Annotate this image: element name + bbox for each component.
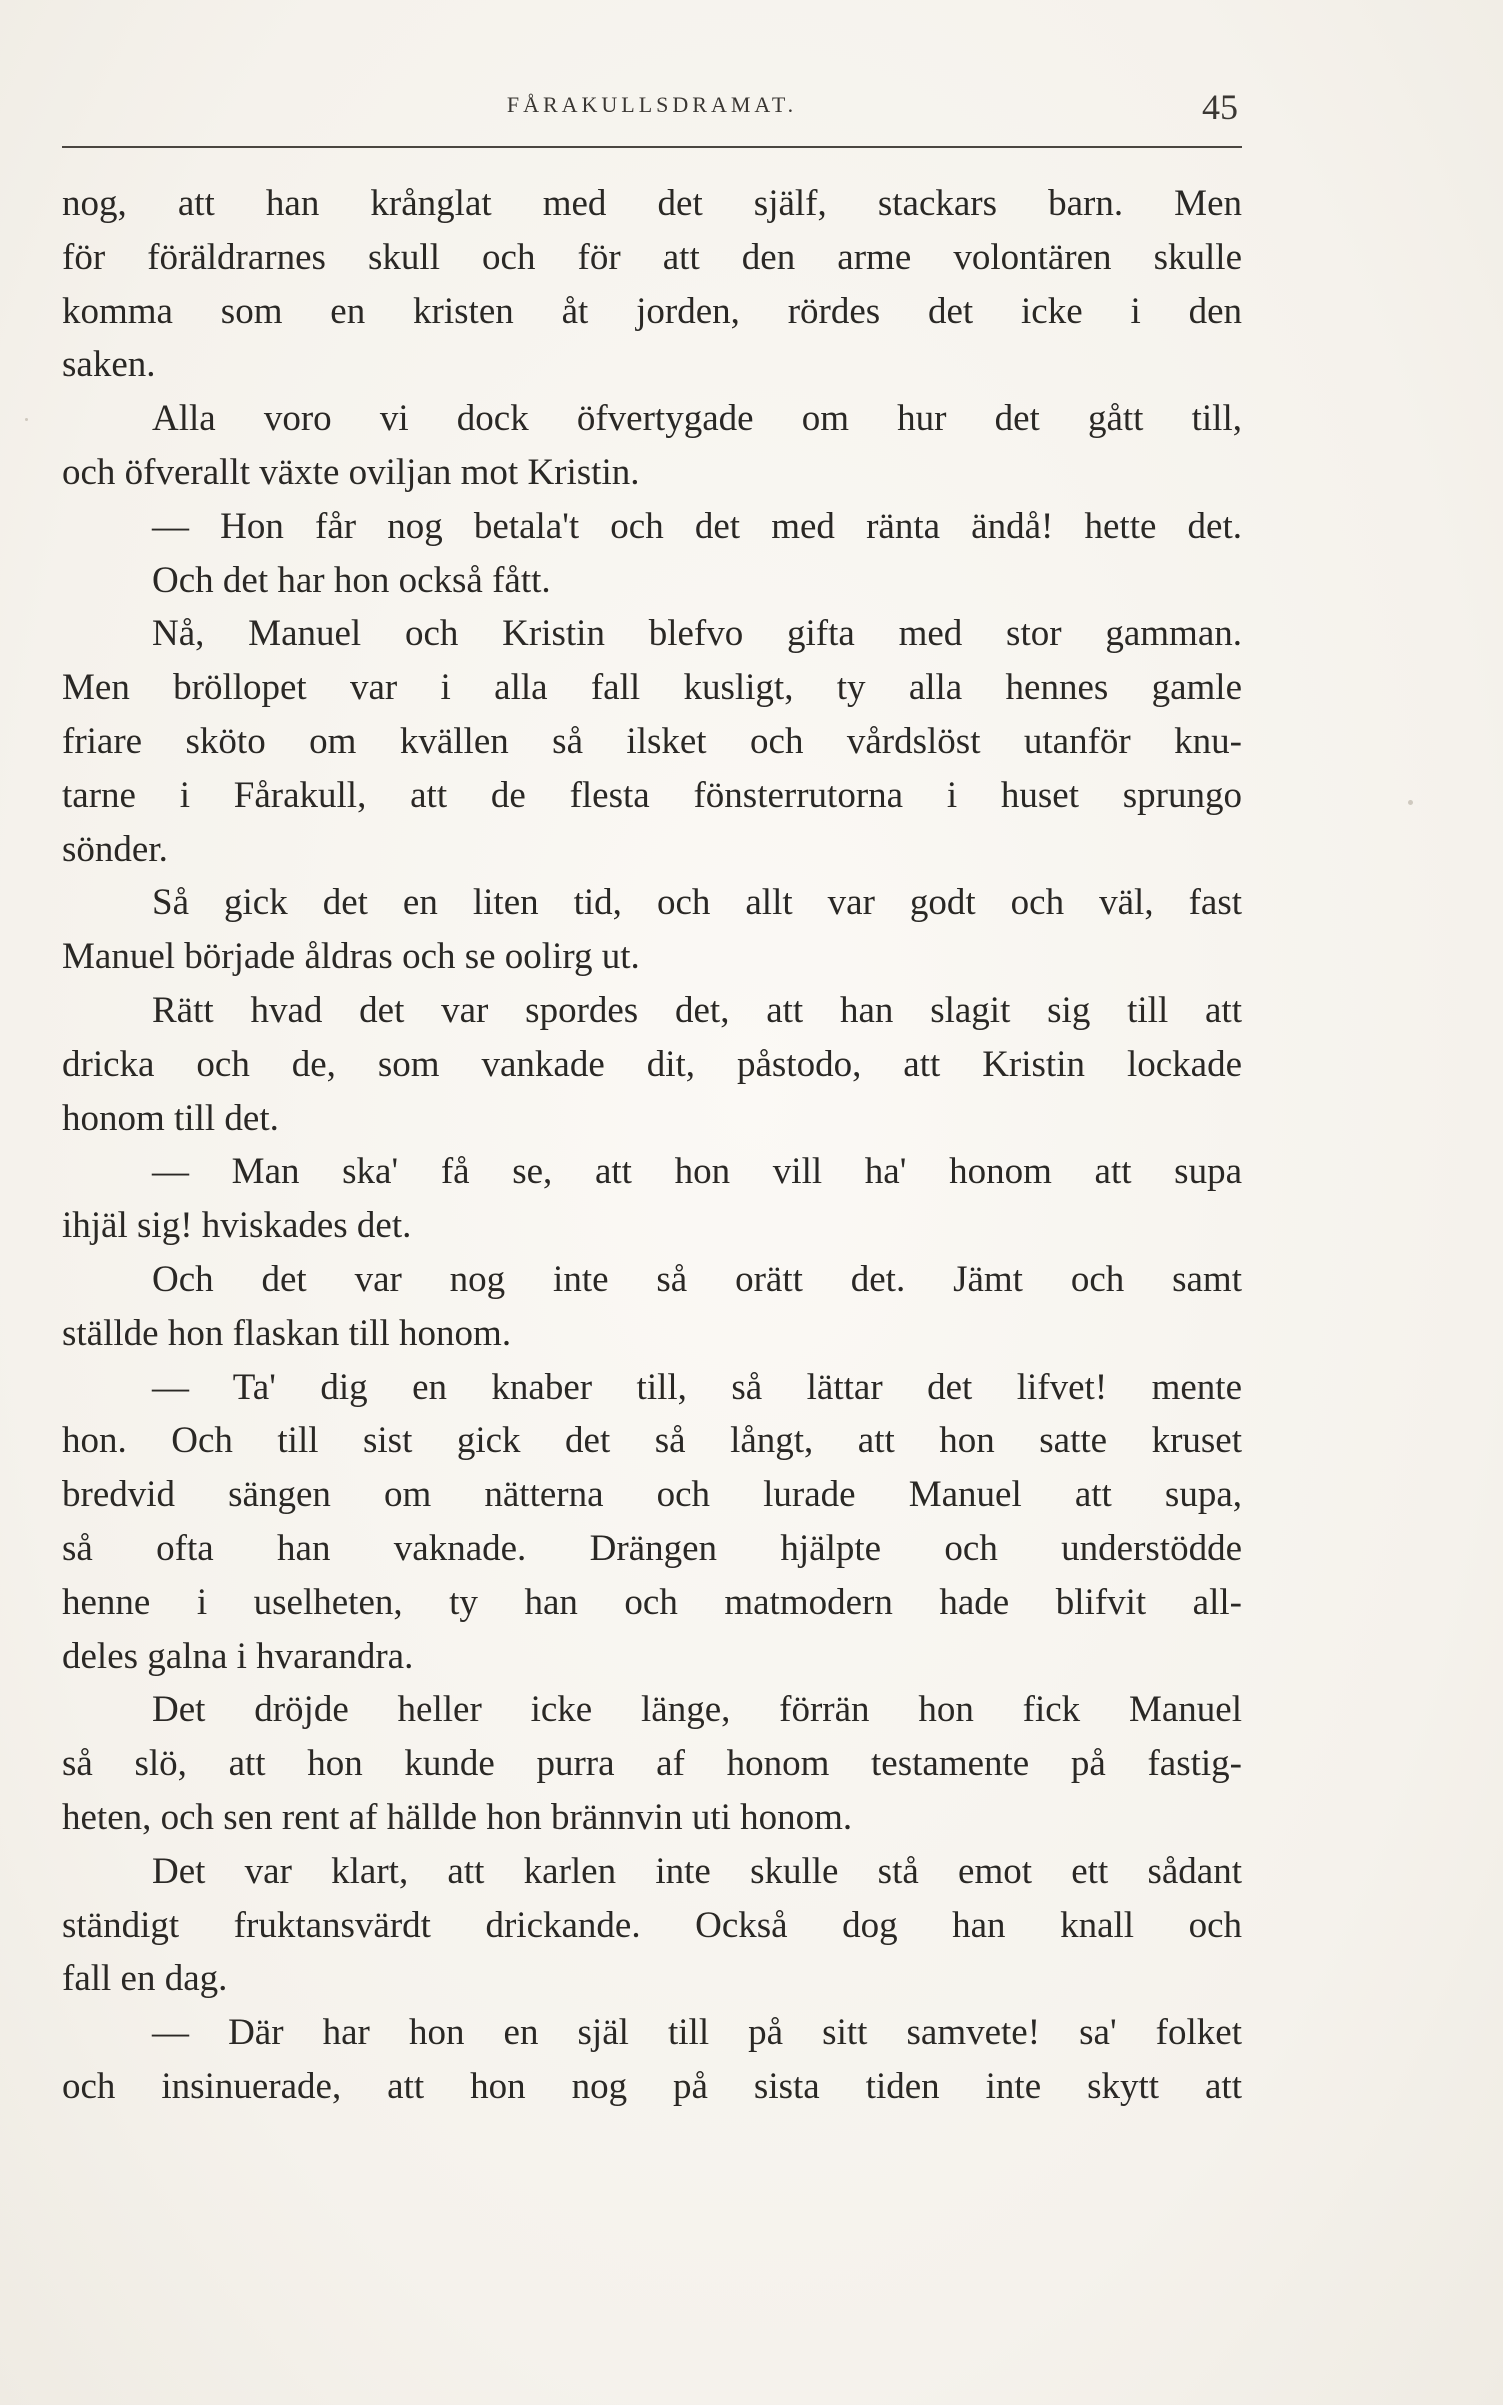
body-text	[62, 177, 1242, 2114]
text-line: så slö, att hon kunde purra af honom testamente på fastig-	[62, 1743, 1242, 1785]
text-line: Och det har hon också fått.	[152, 559, 551, 601]
text-line: Manuel började åldras och se oolirg ut.	[62, 936, 640, 978]
text-line: — Man ska' få se, att hon vill ha' honom att supa	[152, 1151, 1242, 1193]
running-title: FÅRAKULLSDRAMAT.	[506, 92, 798, 117]
text-line: Alla voro vi dock öfvertygade om hur det gått till,	[152, 398, 1242, 440]
text-line: — Ta' dig en knaber till, så lättar det lifvet! mente	[152, 1366, 1242, 1408]
text-line: fall en dag.	[62, 1958, 228, 2000]
page-number: 45	[1202, 87, 1238, 127]
text-line: — Där har hon en själ till på sitt samvete! sa' folket	[152, 2012, 1242, 2054]
paper-speck	[25, 418, 28, 421]
text-line: sönder.	[62, 828, 168, 870]
text-line: Rätt hvad det var spordes det, att han slagit sig till att	[152, 989, 1242, 1031]
text-line: dricka och de, som vankade dit, påstodo, att Kristin lockade	[62, 1043, 1242, 1085]
text-line: tarne i Fårakull, att de flesta fönsterrutorna i huset sprungo	[62, 774, 1242, 816]
text-line: deles galna i hvarandra.	[62, 1635, 414, 1677]
text-line: henne i uselheten, ty han och matmodern hade blifvit all-	[62, 1581, 1242, 1623]
page-header	[62, 86, 1242, 146]
text-line: friare sköto om kvällen så ilsket och vårdslöst utanför knu-	[62, 720, 1242, 762]
text-line: Det var klart, att karlen inte skulle stå emot ett sådant	[152, 1850, 1242, 1892]
text-line: Och det var nog inte så orätt det. Jämt och samt	[152, 1258, 1242, 1300]
text-line: för föräldrarnes skull och för att den arme volontären skulle	[62, 236, 1242, 278]
text-line: nog, att han krånglat med det själf, stackars barn. Men	[62, 183, 1242, 224]
text-line: Så gick det en liten tid, och allt var godt och väl, fast	[152, 882, 1242, 924]
text-line: ställde hon flaskan till honom.	[62, 1312, 512, 1354]
text-line: — Hon får nog betala't och det med ränta ändå! hette det.	[152, 505, 1242, 547]
text-line: komma som en kristen åt jorden, rördes det icke i den	[62, 290, 1242, 332]
text-line: honom till det.	[62, 1097, 279, 1139]
text-line: Nå, Manuel och Kristin blefvo gifta med stor gamman.	[152, 613, 1242, 655]
text-line: bredvid sängen om nätterna och lurade Manuel att supa,	[62, 1474, 1242, 1516]
text-line: heten, och sen rent af hällde hon brännvin uti honom.	[62, 1796, 853, 1838]
text-line: saken.	[62, 344, 156, 386]
text-line: och öfverallt växte oviljan mot Kristin.	[62, 451, 640, 493]
text-line: Det dröjde heller icke länge, förrän hon fick Manuel	[152, 1689, 1242, 1731]
text-line: ständigt fruktansvärdt drickande. Också dog han knall och	[62, 1904, 1242, 1946]
paper-speck	[1408, 800, 1413, 805]
text-line: Men bröllopet var i alla fall kusligt, ty alla hennes gamle	[62, 667, 1242, 709]
text-line: hon. Och till sist gick det så långt, att hon satte kruset	[62, 1420, 1242, 1462]
text-line: ihjäl sig! hviskades det.	[62, 1205, 412, 1247]
header-rule	[62, 146, 1242, 148]
text-line: så ofta han vaknade. Drängen hjälpte och understödde	[62, 1527, 1242, 1569]
text-line: och insinuerade, att hon nog på sista tiden inte skytt att	[62, 2065, 1242, 2107]
